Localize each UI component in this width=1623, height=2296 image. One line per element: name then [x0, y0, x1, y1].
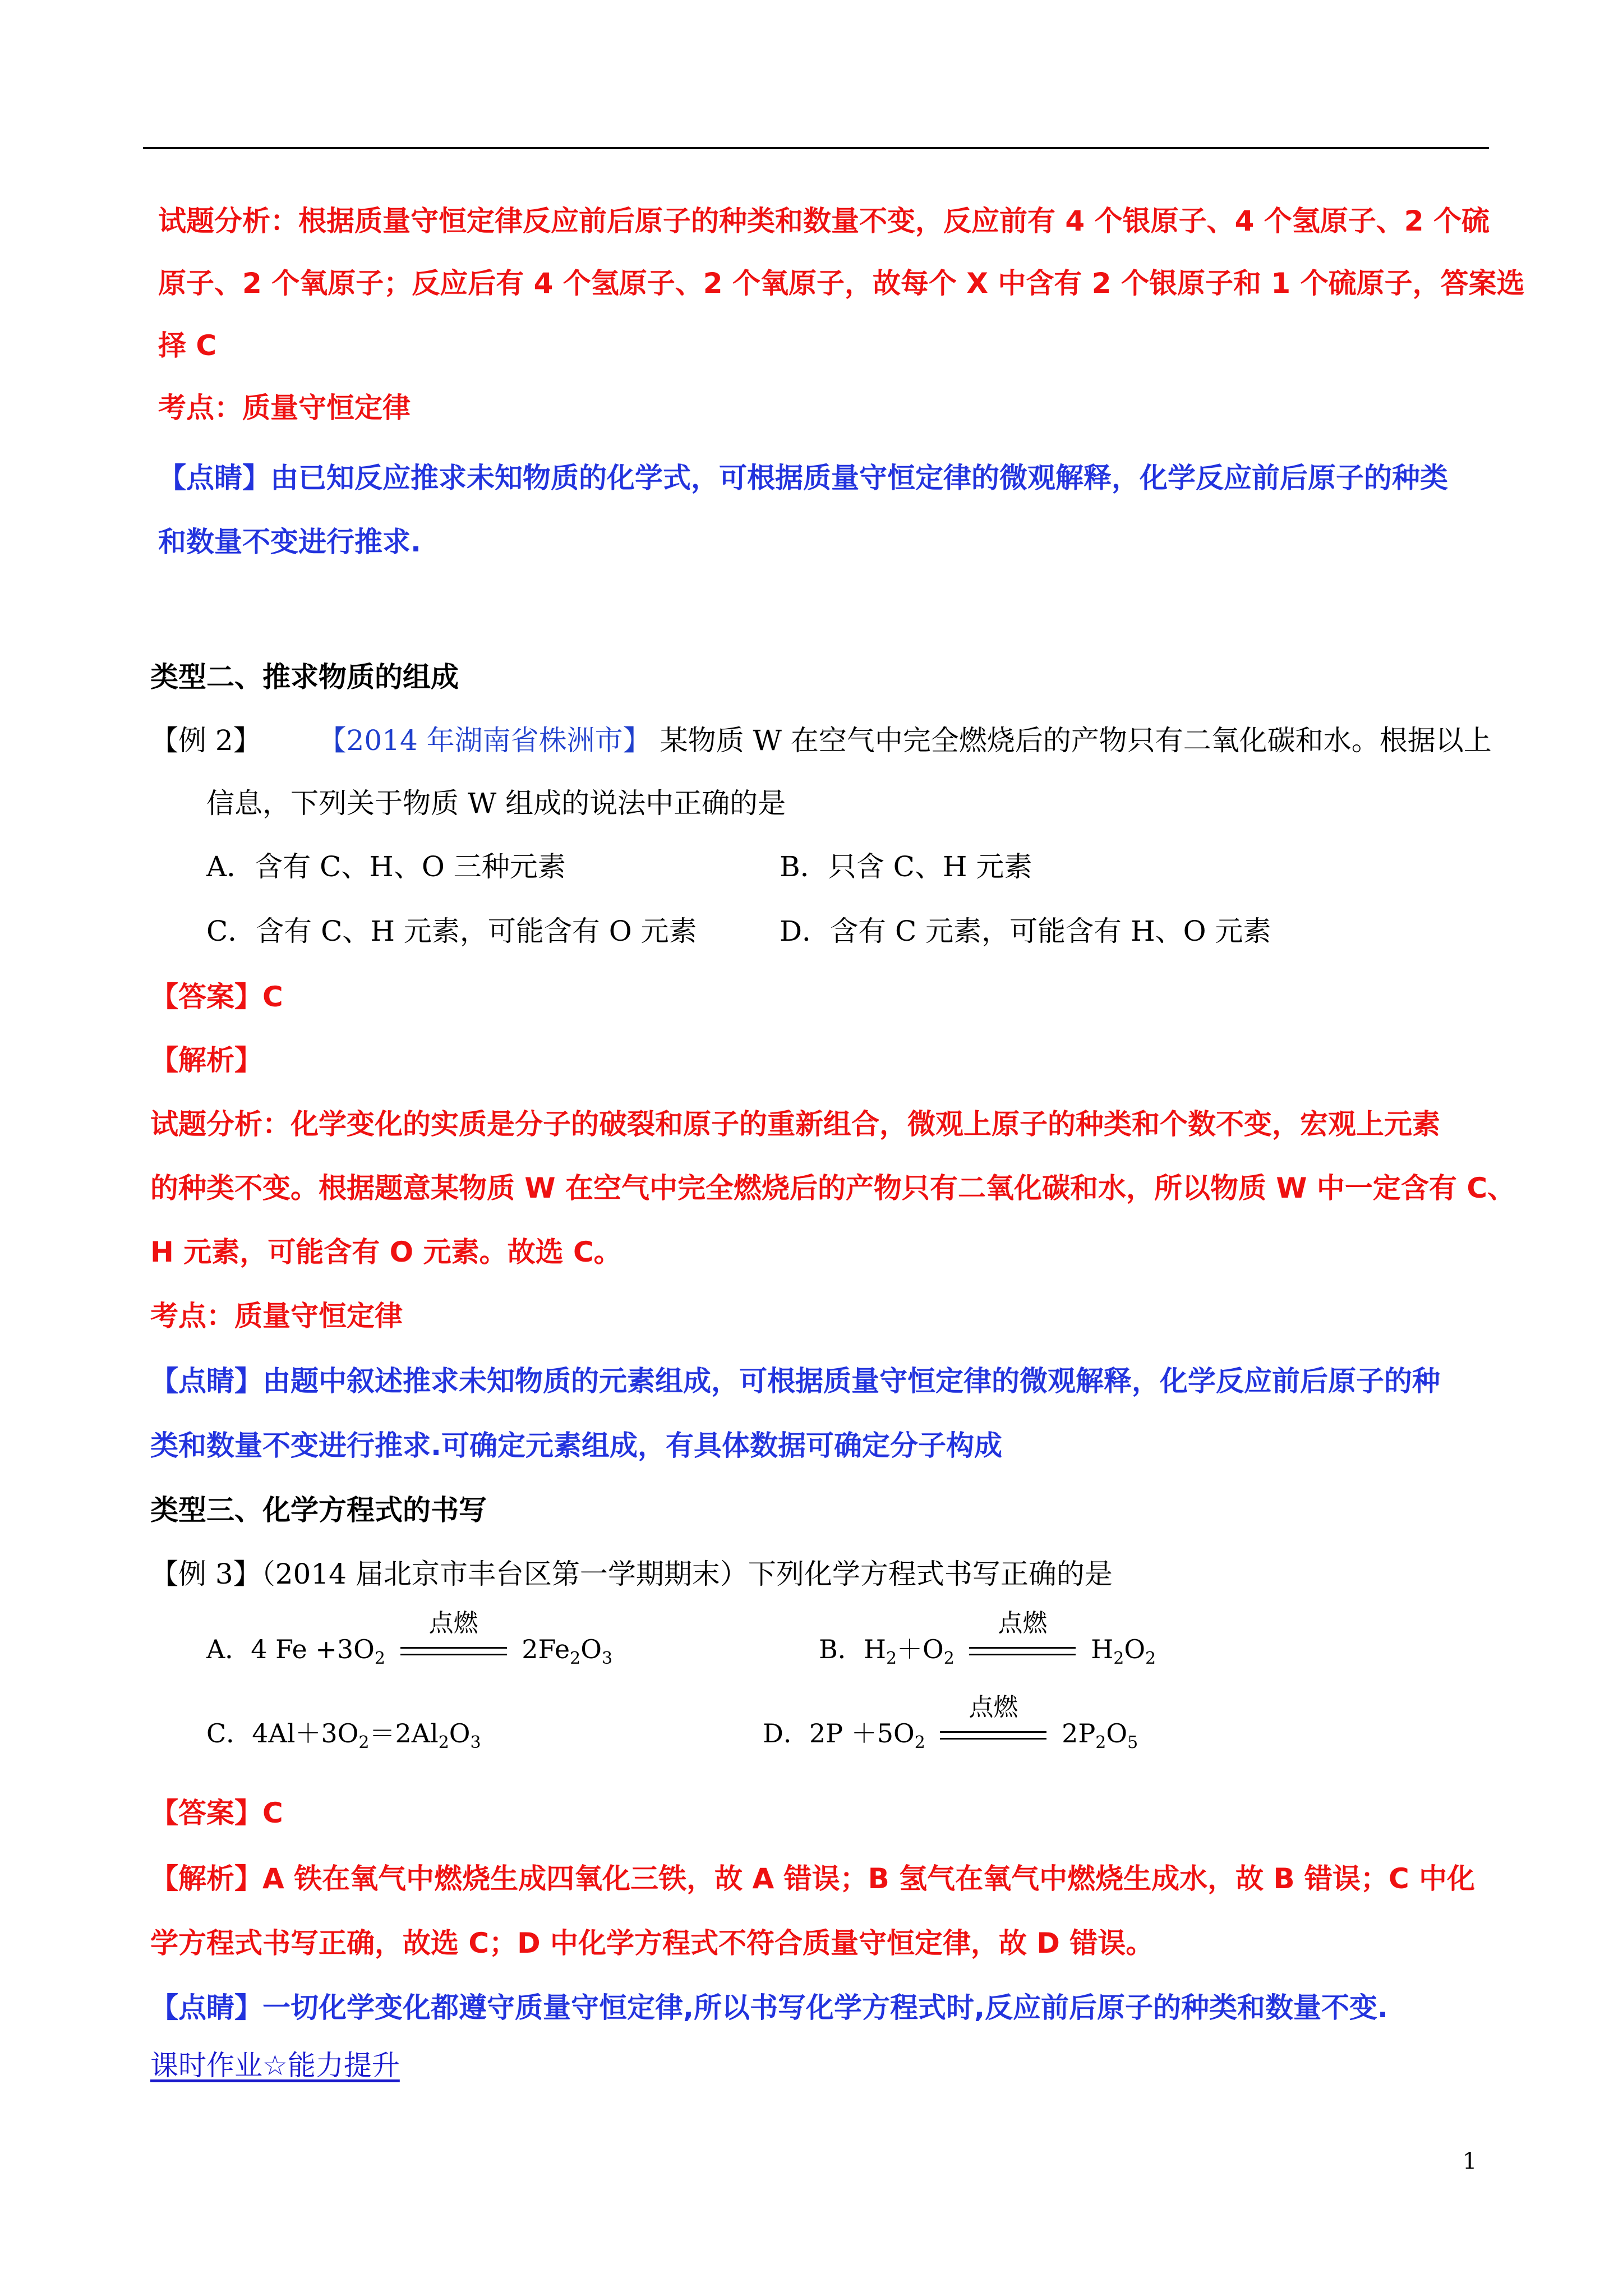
prev-analysis-line3: 择 C: [158, 329, 217, 362]
reaction-arrow-b: 点燃: [969, 1635, 1076, 1668]
example3-jiexi-line2: 学方程式书写正确，故选 C；D 中化学方程式不符合质量守恒定律，故 D 错误。: [150, 1927, 1154, 1959]
example3-option-a: A．4 $Fe +3O_2$ 点燃 $2Fe_2O_3$: [206, 1609, 613, 1668]
example3-answer: 【答案】C: [150, 1797, 283, 1829]
reaction-arrow-d: 点燃: [940, 1719, 1046, 1752]
prev-analysis-line1: 试题分析：根据质量守恒定律反应前后原子的种类和数量不变，反应前有 4 个银原子、4 个氢原子、2 个硫: [158, 205, 1490, 237]
example2-option-d: D．含有 C 元素，可能含有 H、O 元素: [780, 915, 1271, 947]
example3-option-d: D．$2P +5O_2$ 点燃 $2P_2O_5$: [763, 1693, 1138, 1752]
example2-stem-line2: 信息，下列关于物质 W 组成的说法中正确的是: [206, 787, 786, 820]
example2-option-c: C．含有 C、H 元素，可能含有 O 元素: [206, 915, 697, 947]
example2-kaodian: 考点：质量守恒定律: [150, 1300, 403, 1332]
example2-stem-line1: [150, 723, 1492, 758]
section-heading-type2: 类型二、推求物质的组成: [150, 660, 459, 693]
example2-option-b: B．只含 C、H 元素: [780, 850, 1032, 883]
example3-jiexi-line1: 【解析】A 铁在氧气中燃烧生成四氧化三铁，故 A 错误；B 氢气在氧气中燃烧生成水，故 B 错误；C 中化: [150, 1862, 1476, 1895]
prev-dianjing-line2: 和数量不变进行推求.: [158, 526, 421, 558]
header-rule: [143, 147, 1489, 149]
example2-analysis-line3: H 元素，可能含有 O 元素。故选 C。: [150, 1236, 622, 1268]
prev-analysis-line2: 原子、2 个氧原子；反应后有 4 个氢原子、2 个氧原子，故每个 X 中含有 2 个银原子和 1 个硫原子，答案选: [158, 267, 1525, 300]
example2-jiexi-label: 【解析】: [150, 1044, 262, 1076]
example2-answer: 【答案】C: [150, 981, 283, 1013]
example2-dianjing-line2: 类和数量不变进行推求.可确定元素组成，有具体数据可确定分子构成: [150, 1429, 1002, 1462]
example2-label: 【例 2】: [150, 724, 261, 757]
example2-analysis-line2: 的种类不变。根据题意某物质 W 在空气中完全燃烧后的产物只有二氧化碳和水，所以物质 W 中一定含有 C、: [150, 1172, 1516, 1204]
example2-option-a: A．含有 C、H、O 三种元素: [206, 850, 566, 883]
example2-source: 【2014 年湖南省株洲市】: [318, 724, 651, 757]
example2-stem-text: 某物质 W 在空气中完全燃烧后的产物只有二氧化碳和水。根据以上: [660, 724, 1492, 757]
example3-option-b: B．$H_2+O_2$ 点燃 $H_2O_2$: [819, 1609, 1156, 1668]
homework-link[interactable]: 课时作业☆能力提升: [150, 2049, 400, 2082]
prev-dianjing-line1: 【点睛】由已知反应推求未知物质的化学式，可根据质量守恒定律的微观解释，化学反应前后原子的种类: [158, 462, 1448, 494]
example2-dianjing-line1: 【点睛】由题中叙述推求未知物质的元素组成，可根据质量守恒定律的微观解释，化学反应前后原子的种: [150, 1365, 1440, 1397]
example3-stem: 【例 3】（2014 届北京市丰台区第一学期期末）下列化学方程式书写正确的是: [150, 1558, 1113, 1590]
example3-option-c: C．$4Al+3O_2=2Al_2O_3$: [206, 1718, 481, 1752]
page-number: 1: [1463, 2148, 1477, 2174]
example2-analysis-line1: 试题分析：化学变化的实质是分子的破裂和原子的重新组合，微观上原子的种类和个数不变，宏观上元素: [150, 1108, 1440, 1140]
prev-kaodian: 考点：质量守恒定律: [158, 392, 411, 424]
example3-dianjing: 【点睛】一切化学变化都遵守质量守恒定律,所以书写化学方程式时,反应前后原子的种类和数量不变.: [150, 1991, 1388, 2024]
section-heading-type3: 类型三、化学方程式的书写: [150, 1493, 487, 1526]
reaction-arrow-a: 点燃: [400, 1635, 507, 1668]
